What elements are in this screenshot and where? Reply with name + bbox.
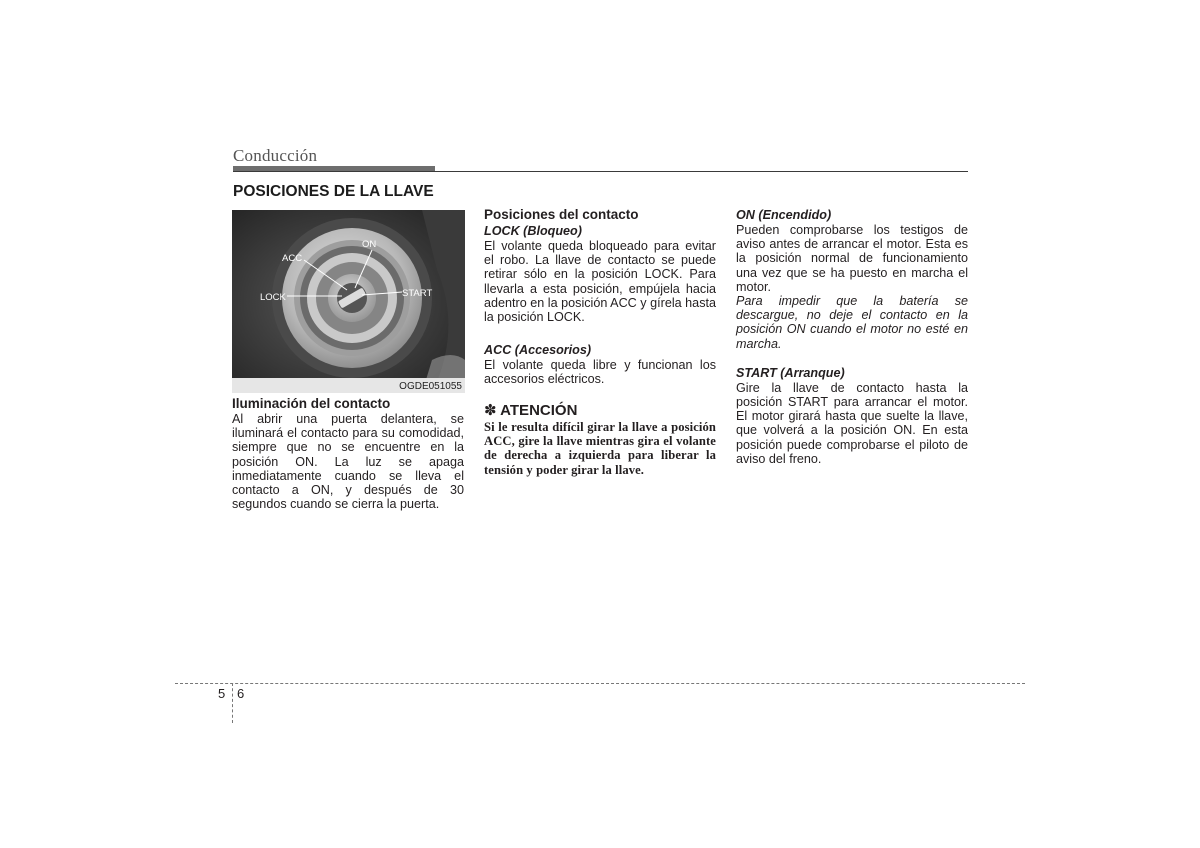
- header-rule: [233, 171, 968, 172]
- text-illumination: Al abrir una puerta delantera, se iluminará el contacto para su comodidad, siempre que no se encuentre en la posición ON. La luz se apaga inmediatamente cuando se lleva el contacto a ON, y después de 30 segundos cuando se cierra la puerta.: [232, 412, 464, 512]
- label-lock: LOCK: [260, 292, 286, 303]
- on-text: Pueden comprobarse los testigos de aviso antes de arrancar el motor. Esta es la posición normal de funcionamiento una vez que se ha puesto en marcha el motor.: [736, 223, 968, 294]
- column-3: [736, 207, 968, 466]
- label-on: ON: [362, 239, 377, 250]
- on-note: Para impedir que la batería se descargue, no deje el contacto en la posición ON cuando el motor no esté en marcha.: [736, 294, 968, 351]
- caution-title: ✽ ATENCIÓN: [484, 401, 578, 419]
- acc-title: ACC (Accesorios): [484, 343, 592, 358]
- lock-title: LOCK (Bloqueo): [484, 224, 582, 238]
- chapter-title: Conducción: [233, 146, 318, 165]
- column-1: [232, 396, 464, 511]
- column-2: [484, 207, 716, 477]
- lock-text: El volante queda bloqueado para evitar el robo. La llave de contacto se puede retirar sólo en la posición LOCK. Para llevarla a esta posición, empújela hacia adentro en la posición ACC y gírela hasta la posición LOCK.: [484, 239, 716, 325]
- heading-switch-positions: Posiciones del contacto: [484, 207, 639, 222]
- label-acc: ACC: [282, 253, 303, 264]
- footer-divider: [232, 683, 233, 723]
- ignition-switch-illustration: [232, 210, 465, 393]
- page-number: 6: [237, 686, 245, 701]
- on-title: ON (Encendido): [736, 208, 832, 222]
- label-start: START: [402, 288, 433, 299]
- figure-code: OGDE051055: [399, 381, 462, 392]
- chapter-number: 5: [218, 686, 226, 701]
- heading-illumination: Iluminación del contacto: [232, 396, 391, 411]
- caution-text: Si le resulta difícil girar la llave a posición ACC, gire la llave mientras gira el volante de derecha a izquierda para liberar la tensión y poder girar la llave.: [484, 419, 716, 477]
- ignition-switch-figure: [232, 210, 465, 393]
- footer-rule: [175, 683, 1025, 684]
- section-title: POSICIONES DE LA LLAVE: [233, 183, 434, 200]
- acc-text: El volante queda libre y funcionan los accesorios eléctricos.: [484, 358, 716, 387]
- start-title: START (Arranque): [736, 365, 845, 380]
- start-text: Gire la llave de contacto hasta la posición START para arrancar el motor. El motor girará hasta que suelte la llave, que volverá a la posición ON. En esta posición puede comprobarse el piloto de aviso del freno.: [736, 380, 968, 466]
